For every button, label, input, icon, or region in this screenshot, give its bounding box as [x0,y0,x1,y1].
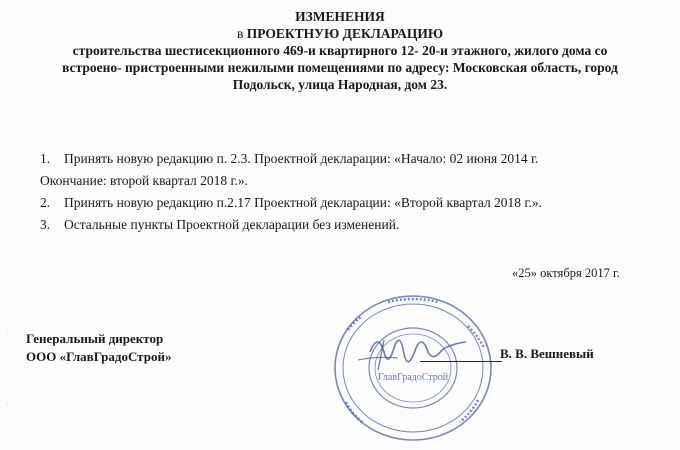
company-seal-icon [318,290,518,450]
signatory-name: В. В. Вешневый [500,346,594,361]
signatory-company: ООО «ГлавГрадоСтрой» [26,349,172,364]
list-item-number: 3. [40,217,51,232]
signature-line [420,361,502,362]
document-date: «25» октября 2017 г. [512,266,620,280]
document-subtitle [20,25,660,42]
list-item-text: Остальные пункты Проектной декларации без изменений. [64,217,400,232]
list-item [40,192,640,214]
signatory-position: Генеральный директор [26,331,164,346]
list-item-text: Принять новую редакцию п. 2.3. Проектной декларации: «Начало: 02 июня 2014 г. [64,151,539,166]
subtitle-prefix: в [236,26,247,41]
list-item-number: 2. [40,195,51,210]
header-line-2: встроено- пристроенными нежилыми помещениями по адресу: Московская область, город [62,60,618,75]
document-title: ИЗМЕНЕНИЯ [295,9,385,24]
header-line-1: строительства шестисекционного 469-и квартирного 12- 20-и этажного, жилого дома со [72,43,608,58]
list-item [40,148,640,170]
list-item-text: Принять новую редакцию п.2.17 Проектной декларации: «Второй квартал 2018 г.». [64,195,542,210]
scan-margin-mark: · [6,330,9,339]
subtitle-text: ПРОЕКТНУЮ ДЕКЛАРАЦИЮ [246,26,444,41]
list-item [40,214,640,236]
document-header [20,8,660,93]
changes-list [40,148,640,236]
list-item-number: 1. [40,151,51,166]
signatory-block [26,330,171,366]
list-item-continuation: Окончание: второй квартал 2018 г.». [40,173,249,188]
scan-margin-mark: · [6,400,9,409]
seal-inner-text: ГлавГрадоСтрой [377,372,449,383]
header-line-3: Подольск, улица Народная, дом 23. [232,77,448,92]
